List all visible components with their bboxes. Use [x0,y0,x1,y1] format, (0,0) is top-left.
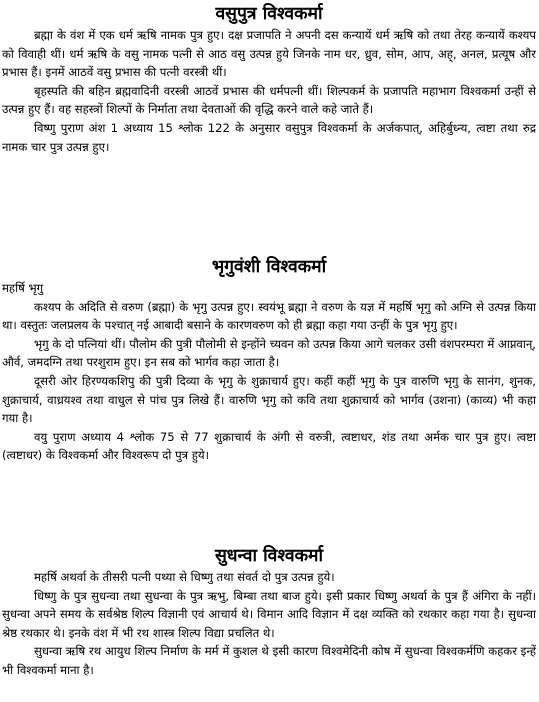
paragraph: सुधन्वा ऋषि रथ आयुध शिल्प निर्माण के मर्म में कुशल थे इसी कारण विश्वमेदिनी कोष में सुधन्वा विश्वकर्मणि कहकर इन्हें भी विश्वकर्मा माना है। [2,644,536,677]
paragraph: वयु पुराण अध्याय 4 श्लोक 75 से 77 शुक्राचार्य के अंगी से वरुत्री, त्वष्टाधर, शंड तथा अर्मक चार पुत्र हुए। त्वष्टा (त्वष्टाधर) के विश्वकर्मा और विश्वरूप दो पुत्र हुये। [2,429,536,463]
paragraph: धिष्णु के पुत्र सुधन्वा तथा सुधन्वा के पुत्र ऋभु, बिम्बा तथा बाज हुये। इसी प्रकार धिष्णु अथर्वा के पुत्र हैं अंगिरा के नहीं। सुधन्वा अपने समय के सर्वश्रेष्ठ शिल्प विज्ञानी एवं आचार्य थे। विमान आदि विज्ञान में दक्ष व्यक्ति को रथकार कहा गया है। सुधन्वा श्रेष्ठ रथकार थे। इनके वंश में भी रथ शास्त्र शिल्प विद्या प्रचलित थे। [2,588,536,640]
paragraph: ब्रह्मा के वंश में एक धर्म ऋषि नामक पुत्र हुए। दक्ष प्रजापति ने अपनी दस कन्यायें धर्म ऋषि को तथा तेरह कन्यायें कश्यप को विवाही थीं। धर्म ऋषि के वसु नामक पत्नी से आठ वसु उत्पन्न हुये जिनके नाम धर, ध्रुव, सोम, आप, अह्, अनल, प्रत्यूष और प्रभास हैं। इनमें आठवें वसु प्रभास की पत्नी वरस्त्री थीं। [2,28,536,80]
paragraph: बृहस्पति की बहिन ब्रह्मवादिनी वरस्त्री आठवें प्रभास की धर्मपत्नी थीं। शिल्पकर्म के प्रजापति महाभाग विश्वकर्मा उन्हीं से उत्पन्न हुए हैं। वह सहस्त्रों शिल्पों के निर्माता तथा देवताओं की वृद्धि करने वाले कहे जाते हैं। [2,83,536,117]
paragraph: महर्षि अथर्वा के तीसरी पत्नी पथ्या से धिष्णु तथा संवर्त दो पुत्र उत्पन्न हुये। [34,570,335,584]
section-bhriguvanshi [2,255,536,465]
paragraph: दूसरी ओर हिरण्यकशिपु की पुत्री दिव्या के भृगु के शुक्राचार्य हुए। कहीं कहीं भृगु के पुत्र वारुणि भृगु के सानंग, शुनक, शुक्राचार्य, वाध्रयश्व तथा वाधुल से पांच पुत्र लिखे हैं। वारुणि भृगु को कवि तथा शुक्राचार्य को भार्गव (उशना) (काव्य) भी कहा गया है। [2,373,536,426]
section-sudhanva [2,544,536,680]
paragraph: भृगु के दो पत्नियां थीं। पौलोम की पुत्री पौलोमी से इन्होंने च्यवन को उत्पन्न किया आगे चलकर उसी वंशपरम्परा में आप्नवान्, और्व, जमदग्नि तथा परशुराम हुए। इन सब को भार्गव कहा जाता है। [2,336,536,370]
section-vasuputra [2,2,536,156]
paragraph: विष्णु पुराण अंश 1 अध्याय 15 श्लोक 122 के अनुसार वसुपुत्र विश्वकर्मा के अर्जकपात्, अहिर्बुध्न्य, त्वष्टा तथा रुद्र नामक चार पुत्र उत्पन्न हुए। [2,120,536,154]
section-subtitle: महर्षि भृगु [2,281,44,295]
section-title: वसुपुत्र विश्वकर्मा [215,4,323,24]
paragraph: कश्यप के अदिति से वरुण (ब्रह्मा) के भृगु उत्पन्न हुए। स्वयंभू ब्रह्मा ने वरुण के यज्ञ में महर्षि भृगु को अग्नि से उत्पन्न किया था। वस्तुतः जलप्रलय के पश्चात् नई आबादी बसाने के कारणवरुण को ही ब्रह्मा कहा गया उन्हीं के पुत्र भृगु हुए। [2,299,536,333]
section-title: भृगुवंशी विश्वकर्मा [211,257,327,277]
section-title: सुधन्वा विश्वकर्मा [214,546,324,566]
